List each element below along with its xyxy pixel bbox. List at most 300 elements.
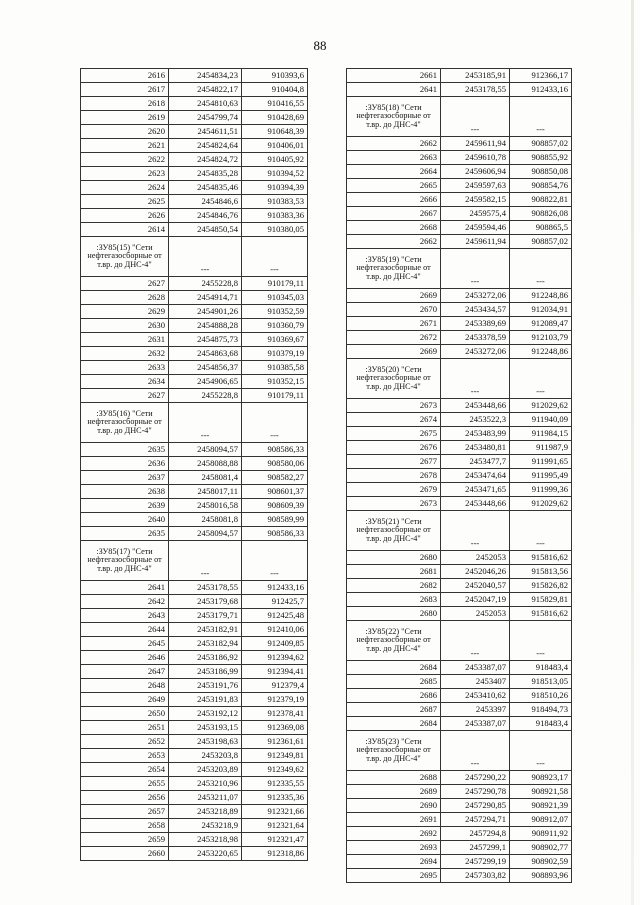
point-number-cell: 2643 [81,609,169,623]
x-coordinate-cell: 2454914,71 [169,291,242,305]
point-number-cell: 2664 [347,165,441,179]
y-coordinate-cell: 912335,36 [242,791,308,805]
y-coordinate-cell: 915816,62 [510,551,572,565]
y-coordinate-cell: --- [510,249,572,289]
table-row [81,777,308,791]
point-number-cell: 2624 [81,181,169,195]
y-coordinate-cell: 910383,53 [242,195,308,209]
table-row [81,513,308,527]
y-coordinate-cell: 910179,11 [242,389,308,403]
table-row [81,763,308,777]
table-row [81,721,308,735]
table-row [81,347,308,361]
y-coordinate-cell: 912379,4 [242,679,308,693]
x-coordinate-cell: 2457299,19 [441,855,510,869]
point-number-cell: 2665 [347,179,441,193]
x-coordinate-cell: 2454846,6 [169,195,242,209]
y-coordinate-cell: 910405,92 [242,153,308,167]
table-row [81,83,308,97]
table-row [81,139,308,153]
table-row [347,455,572,469]
x-coordinate-cell: 2453477,7 [441,455,510,469]
y-coordinate-cell: 910352,15 [242,375,308,389]
point-number-cell: 2662 [347,137,441,151]
point-number-cell: 2678 [347,469,441,483]
x-coordinate-cell: 2453389,69 [441,317,510,331]
x-coordinate-cell: 2454850,54 [169,223,242,237]
point-number-cell: 2670 [347,303,441,317]
table-row [347,69,572,83]
y-coordinate-cell: 908923,17 [510,771,572,785]
x-coordinate-cell: 2453178,55 [169,581,242,595]
point-number-cell: 2686 [347,689,441,703]
y-coordinate-cell: 908921,58 [510,785,572,799]
point-number-cell: 2684 [347,717,441,731]
x-coordinate-cell: 2453272,06 [441,289,510,303]
x-coordinate-cell: 2457290,78 [441,785,510,799]
point-number-cell: 2637 [81,471,169,485]
y-coordinate-cell: 912425,48 [242,609,308,623]
point-number-cell: 2630 [81,319,169,333]
y-coordinate-cell: 908582,27 [242,471,308,485]
x-coordinate-cell: 2453220,65 [169,847,242,861]
y-coordinate-cell: 912409,85 [242,637,308,651]
point-number-cell: 2694 [347,855,441,869]
point-number-cell: 2690 [347,799,441,813]
x-coordinate-cell: --- [441,359,510,399]
y-coordinate-cell: 918483,4 [510,661,572,675]
x-coordinate-cell: 2459610,78 [441,151,510,165]
table-row [347,827,572,841]
y-coordinate-cell: 910394,39 [242,181,308,195]
y-coordinate-cell: 908609,39 [242,499,308,513]
y-coordinate-cell: 908893,96 [510,869,572,883]
point-number-cell: 2669 [347,345,441,359]
table-row [347,83,572,97]
point-number-cell: 2668 [347,221,441,235]
table-row [347,427,572,441]
table-row [81,333,308,347]
y-coordinate-cell: 912034,91 [510,303,572,317]
x-coordinate-cell: 2452053 [441,551,510,565]
point-number-cell: 2671 [347,317,441,331]
table-row [81,389,308,403]
y-coordinate-cell: 912349,81 [242,749,308,763]
point-number-cell: 2660 [81,847,169,861]
point-number-cell: 2675 [347,427,441,441]
point-number-cell: 2683 [347,593,441,607]
table-row [347,345,572,359]
y-coordinate-cell: 908902,59 [510,855,572,869]
x-coordinate-cell: 2453191,83 [169,693,242,707]
table-row [347,399,572,413]
x-coordinate-cell: --- [441,731,510,771]
x-coordinate-cell: 2453185,91 [441,69,510,83]
table-row [347,703,572,717]
x-coordinate-cell: 2454863,68 [169,347,242,361]
x-coordinate-cell: 2453378,59 [441,331,510,345]
x-coordinate-cell: 2458094,57 [169,527,242,541]
table-row [81,833,308,847]
table-row [81,527,308,541]
x-coordinate-cell: 2453397 [441,703,510,717]
x-coordinate-cell: 2459575,4 [441,207,510,221]
table-row [81,679,308,693]
x-coordinate-cell: 2452040,57 [441,579,510,593]
scan-edge [631,0,634,905]
y-coordinate-cell: 912394,62 [242,651,308,665]
point-number-cell: 2621 [81,139,169,153]
y-coordinate-cell: --- [242,403,308,443]
x-coordinate-cell: 2453272,06 [441,345,510,359]
y-coordinate-cell: 911995,49 [510,469,572,483]
point-number-cell: 2677 [347,455,441,469]
x-coordinate-cell: 2454901,26 [169,305,242,319]
table-row [347,799,572,813]
table-row [347,317,572,331]
table-row [347,221,572,235]
table-row [81,471,308,485]
y-coordinate-cell: 910379,19 [242,347,308,361]
point-number-cell: 2632 [81,347,169,361]
point-number-cell: 2669 [347,289,441,303]
point-number-cell: 2674 [347,413,441,427]
table-row [81,805,308,819]
y-coordinate-cell: 908589,99 [242,513,308,527]
x-coordinate-cell: 2454835,28 [169,167,242,181]
table-row [81,651,308,665]
point-number-cell: 2625 [81,195,169,209]
table-row [81,375,308,389]
table-row [347,469,572,483]
point-number-cell: 2618 [81,97,169,111]
point-number-cell: 2667 [347,207,441,221]
y-coordinate-cell: --- [510,731,572,771]
point-number-cell: 2641 [347,83,441,97]
page-number: 88 [313,38,327,53]
section-title: :ЗУ85(21) "Сети нефтегазосборные от т.вр. до ДНС-4" [347,511,441,551]
x-coordinate-cell: 2453182,94 [169,637,242,651]
section-title: :ЗУ85(15) "Сети нефтегазосборные от т.вр. до ДНС-4" [81,237,169,277]
x-coordinate-cell: 2454835,46 [169,181,242,195]
section-title: :ЗУ85(17) "Сети нефтегазосборные от т.вр. до ДНС-4" [81,541,169,581]
x-coordinate-cell: 2459606,94 [441,165,510,179]
table-row [347,869,572,883]
x-coordinate-cell: 2457299,1 [441,841,510,855]
table-row [347,771,572,785]
point-number-cell: 2614 [81,223,169,237]
y-coordinate-cell: 912425,7 [242,595,308,609]
section-title: :ЗУ85(20) "Сети нефтегазосборные от т.вр. до ДНС-4" [347,359,441,399]
x-coordinate-cell: 2453179,71 [169,609,242,623]
table-row [81,735,308,749]
point-number-cell: 2655 [81,777,169,791]
point-number-cell: 2654 [81,763,169,777]
x-coordinate-cell: --- [441,621,510,661]
x-coordinate-cell: 2453203,8 [169,749,242,763]
table-row [81,361,308,375]
section-header-row [81,237,308,277]
y-coordinate-cell: 915813,56 [510,565,572,579]
section-title: :ЗУ85(16) "Сети нефтегазосборные от т.вр. до ДНС-4" [81,403,169,443]
point-number-cell: 2693 [347,841,441,855]
x-coordinate-cell: 2453192,12 [169,707,242,721]
coordinates-table-left-body [81,69,308,861]
table-row [347,675,572,689]
x-coordinate-cell: 2453522,3 [441,413,510,427]
table-row [347,441,572,455]
table-row [347,785,572,799]
y-coordinate-cell: 910428,69 [242,111,308,125]
y-coordinate-cell: 910648,39 [242,125,308,139]
x-coordinate-cell: 2453474,64 [441,469,510,483]
table-row [81,153,308,167]
section-title: :ЗУ85(23) "Сети нефтегазосборные от т.вр. до ДНС-4" [347,731,441,771]
y-coordinate-cell: 910352,59 [242,305,308,319]
point-number-cell: 2680 [347,607,441,621]
x-coordinate-cell: 2453191,76 [169,679,242,693]
y-coordinate-cell: 912029,62 [510,497,572,511]
x-coordinate-cell: 2453434,57 [441,303,510,317]
table-row [81,167,308,181]
table-row [347,165,572,179]
x-coordinate-cell: 2453210,96 [169,777,242,791]
y-coordinate-cell: 910404,8 [242,83,308,97]
x-coordinate-cell: 2453471,65 [441,483,510,497]
point-number-cell: 2628 [81,291,169,305]
point-number-cell: 2684 [347,661,441,675]
x-coordinate-cell: 2453179,68 [169,595,242,609]
point-number-cell: 2627 [81,277,169,291]
point-number-cell: 2672 [347,331,441,345]
table-row [81,485,308,499]
point-number-cell: 2681 [347,565,441,579]
table-row [347,483,572,497]
y-coordinate-cell: 912410,06 [242,623,308,637]
table-row [347,193,572,207]
y-coordinate-cell: 912248,86 [510,289,572,303]
y-coordinate-cell: 918510,26 [510,689,572,703]
x-coordinate-cell: 2457290,85 [441,799,510,813]
point-number-cell: 2619 [81,111,169,125]
table-row [81,609,308,623]
table-row [347,607,572,621]
y-coordinate-cell: 910383,36 [242,209,308,223]
y-coordinate-cell: 908586,33 [242,443,308,457]
x-coordinate-cell: 2452046,26 [441,565,510,579]
table-row [347,303,572,317]
point-number-cell: 2673 [347,497,441,511]
point-number-cell: 2634 [81,375,169,389]
y-coordinate-cell: 912321,47 [242,833,308,847]
y-coordinate-cell: 910385,58 [242,361,308,375]
point-number-cell: 2656 [81,791,169,805]
point-number-cell: 2629 [81,305,169,319]
point-number-cell: 2638 [81,485,169,499]
x-coordinate-cell: 2453198,63 [169,735,242,749]
point-number-cell: 2695 [347,869,441,883]
table-row [81,637,308,651]
y-coordinate-cell: 918513,05 [510,675,572,689]
point-number-cell: 2659 [81,833,169,847]
x-coordinate-cell: 2459611,94 [441,235,510,249]
point-number-cell: 2652 [81,735,169,749]
x-coordinate-cell: 2458094,57 [169,443,242,457]
point-number-cell: 2666 [347,193,441,207]
table-row [347,661,572,675]
x-coordinate-cell: --- [441,511,510,551]
y-coordinate-cell: 908586,33 [242,527,308,541]
y-coordinate-cell: --- [510,97,572,137]
y-coordinate-cell: 908822,81 [510,193,572,207]
table-row [81,665,308,679]
x-coordinate-cell: 2459582,15 [441,193,510,207]
y-coordinate-cell: 915826,82 [510,579,572,593]
point-number-cell: 2636 [81,457,169,471]
section-header-row [347,359,572,399]
x-coordinate-cell: 2453211,07 [169,791,242,805]
table-row [81,749,308,763]
table-row [81,125,308,139]
point-number-cell: 2640 [81,513,169,527]
x-coordinate-cell: 2458081,8 [169,513,242,527]
y-coordinate-cell: 911991,65 [510,455,572,469]
x-coordinate-cell: 2454799,74 [169,111,242,125]
y-coordinate-cell: 908911,92 [510,827,572,841]
y-coordinate-cell: 912378,41 [242,707,308,721]
x-coordinate-cell: 2458017,11 [169,485,242,499]
point-number-cell: 2646 [81,651,169,665]
point-number-cell: 2673 [347,399,441,413]
x-coordinate-cell: 2454810,63 [169,97,242,111]
point-number-cell: 2657 [81,805,169,819]
x-coordinate-cell: 2453410,62 [441,689,510,703]
x-coordinate-cell: 2457294,8 [441,827,510,841]
x-coordinate-cell: 2453407 [441,675,510,689]
table-row [347,179,572,193]
y-coordinate-cell: 910369,67 [242,333,308,347]
point-number-cell: 2692 [347,827,441,841]
y-coordinate-cell: --- [510,621,572,661]
y-coordinate-cell: 918483,4 [510,717,572,731]
x-coordinate-cell: 2459594,46 [441,221,510,235]
x-coordinate-cell: --- [441,249,510,289]
point-number-cell: 2653 [81,749,169,763]
x-coordinate-cell: 2459597,63 [441,179,510,193]
table-row [347,235,572,249]
y-coordinate-cell: 912433,16 [510,83,572,97]
point-number-cell: 2635 [81,443,169,457]
x-coordinate-cell: 2458081,4 [169,471,242,485]
y-coordinate-cell: --- [242,541,308,581]
table-row [347,413,572,427]
table-row [81,819,308,833]
x-coordinate-cell: 2453186,99 [169,665,242,679]
x-coordinate-cell: 2453186,92 [169,651,242,665]
x-coordinate-cell: 2452053 [441,607,510,621]
table-row [347,565,572,579]
table-row [347,551,572,565]
table-row [81,305,308,319]
y-coordinate-cell: 915829,81 [510,593,572,607]
point-number-cell: 2650 [81,707,169,721]
x-coordinate-cell: 2457303,82 [441,869,510,883]
y-coordinate-cell: --- [510,359,572,399]
point-number-cell: 2680 [347,551,441,565]
x-coordinate-cell: 2457294,71 [441,813,510,827]
table-row [81,181,308,195]
table-row [81,277,308,291]
point-number-cell: 2642 [81,595,169,609]
coordinates-table-left [80,68,308,861]
section-header-row [81,403,308,443]
table-row [81,623,308,637]
point-number-cell: 2639 [81,499,169,513]
y-coordinate-cell: 912248,86 [510,345,572,359]
table-row [81,97,308,111]
table-row [81,195,308,209]
x-coordinate-cell: 2455228,8 [169,277,242,291]
x-coordinate-cell: 2459611,94 [441,137,510,151]
y-coordinate-cell: 918494,73 [510,703,572,717]
y-coordinate-cell: 912321,66 [242,805,308,819]
y-coordinate-cell: 911940,09 [510,413,572,427]
x-coordinate-cell: --- [441,97,510,137]
y-coordinate-cell: 908902,77 [510,841,572,855]
table-row [347,151,572,165]
section-header-row [347,511,572,551]
point-number-cell: 2679 [347,483,441,497]
y-coordinate-cell: 911987,9 [510,441,572,455]
point-number-cell: 2620 [81,125,169,139]
section-header-row [347,621,572,661]
x-coordinate-cell: 2453483,99 [441,427,510,441]
y-coordinate-cell: 910394,52 [242,167,308,181]
x-coordinate-cell: 2457290,22 [441,771,510,785]
point-number-cell: 2617 [81,83,169,97]
y-coordinate-cell: 912349,62 [242,763,308,777]
table-row [81,443,308,457]
point-number-cell: 2648 [81,679,169,693]
y-coordinate-cell: 912029,62 [510,399,572,413]
y-coordinate-cell: 908865,5 [510,221,572,235]
x-coordinate-cell: 2458088,88 [169,457,242,471]
section-header-row [347,731,572,771]
point-number-cell: 2661 [347,69,441,83]
y-coordinate-cell: 910345,03 [242,291,308,305]
table-row [347,841,572,855]
table-row [81,707,308,721]
y-coordinate-cell: 908921,39 [510,799,572,813]
coordinates-table-right-body [347,69,572,883]
x-coordinate-cell: 2453387,07 [441,717,510,731]
point-number-cell: 2688 [347,771,441,785]
y-coordinate-cell: 912379,19 [242,693,308,707]
point-number-cell: 2616 [81,69,169,83]
y-coordinate-cell: 911999,36 [510,483,572,497]
y-coordinate-cell: 910360,79 [242,319,308,333]
y-coordinate-cell: 912361,61 [242,735,308,749]
point-number-cell: 2626 [81,209,169,223]
x-coordinate-cell: 2454856,37 [169,361,242,375]
y-coordinate-cell: 908857,02 [510,235,572,249]
x-coordinate-cell: 2454824,72 [169,153,242,167]
point-number-cell: 2691 [347,813,441,827]
section-header-row [347,249,572,289]
y-coordinate-cell: --- [242,237,308,277]
point-number-cell: 2647 [81,665,169,679]
y-coordinate-cell: 908854,76 [510,179,572,193]
